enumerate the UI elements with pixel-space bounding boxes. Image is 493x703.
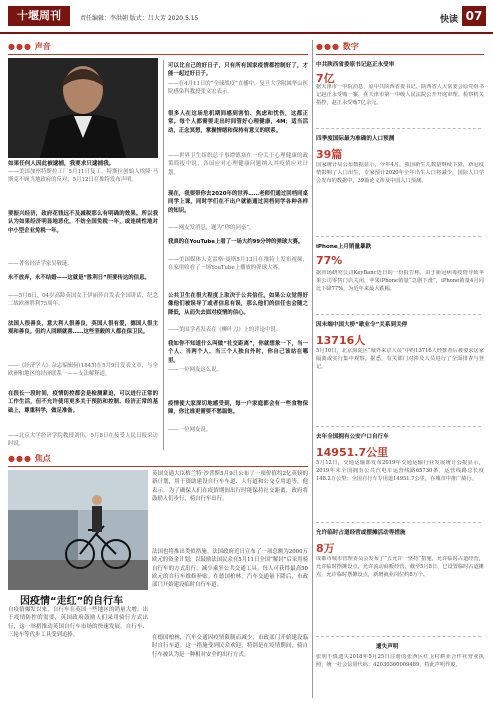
section-rule [8,54,308,55]
number-body: 据天津市一中院消息，原中共陕西省委书记、陕西省人大常委会原党组书记赵正永受贿一案，在天津市第一中级人民法院公开开庭审理。检察机关指控，赵正永受贿7亿余元。 [316,84,484,106]
section-header-voices: ●●● 声音 [8,42,51,51]
notice-body: 张明不慎遗失2018年5月25日注册的张西区红卫村耕业合作社营业执照，统一社会信用代码：42030360009489，特此声明作废。 [316,654,484,668]
notice-title: 遗失声明 [376,644,399,650]
quote-item: 疫情使大家深切地感受到，每一户家庭都会有一些食物保障，你比谁更需要不愁温饱。 [168,401,308,416]
quote-item: 在很长一段时间，疫情防控都会是检测紧迫，可以进行正常的工作生活，但不允许使用更多关于预防和控制、经济正常的基础上，尊重科学，做足准备。 [8,391,158,414]
section-rule [316,54,484,55]
section-rule [8,466,308,467]
number-value: 7亿 [316,72,335,85]
quote-source: ——一位网友说。 [168,427,212,433]
number-value: 13716人 [316,334,366,347]
quote-source: ——一位网友这么说。 [168,367,222,373]
focus-text: 英国交通大臣格兰特·沙普斯5月9日公布了一项价值约2亿英镑的新计划，用于资助建设自行车车道、人行道和公交专用道等。他表示，为了确保人们在疫情期间出行时能保持社交距离，政府将鼓励人们步行、骑自行车出行。 [152,471,308,502]
quote-source: ——美国加州特斯拉工厂5月11日复工，特斯拉创始人埃隆·马斯克不顾当地政府的反对，5月12日在推特发布声明。 [8,169,158,184]
quote-source: ——北京大学经济学院教授刘伟，5月8日在接受人民日报采访时说。 [8,433,158,448]
divider [316,236,481,237]
number-body: 成都市城市管理委员会发布了“五允许一坚持”措施，允许临时占道经营，允许临时摆摊设点，允许流动商贩经营，截至5月8日，已设置临时占道摊点，允许临时摆摊设点，新增就业岗位约8万个。 [316,556,484,578]
bicycle-photo [8,470,148,590]
quote-source: ——著名经济学家吴敬琏。 [8,261,73,267]
quote-source: ——在4月11日的“全球战疫”直播中，复旦大学附属华山医院感染科教授张文宏表示。 [168,81,308,96]
number-value: 77% [316,254,343,267]
edition-info: 责任编辑：李洪朝 版式：吕大芳 2020.5.15 [80,15,199,22]
quote-source: ——5月8日，04岁高龄英国女王伊丽莎白发表全国讲话，纪念二战欧洲胜利75周年。 [8,293,158,308]
number-value: 8万 [316,542,335,555]
quote-caption: 如果任何人因此被逮捕，我要求只逮捕我。 [8,161,115,167]
quote-item: 我如你不知道什么叫做“社交距离”，你就想象一下，当一个人、当两个人、当三个人独自外时，你自己该站在哪里。 [168,341,308,364]
number-headline: iPhone上月销量暴跌 [316,244,372,250]
number-value: 39篇 [316,148,343,161]
dots-icon: ●●● [8,42,32,51]
quote-source: ——《经济学人》杂志编辑何(1845)在5月9日发表文章，与全欧洲和地区的经济联系一——支法解释道。 [8,363,158,378]
quote-item: 永不放弃，永不结婚——这就是“胜利日”所要传达的信息。 [8,275,150,281]
section-header-numbers: ●●● 数字 [316,42,359,51]
divider [316,426,481,427]
number-body: 国家统计局公布数据显示，今年4月，我国新生儿数量继续下降，新冠疫情影响了人口出生，专家预计2020年全年出生人口将减少。国际人口学会发布的数据中，39篇论文涉及中国人口预测。 [316,162,484,184]
number-headline: 因末端中国大桥“歇业令”关系到关停 [316,322,408,328]
quote-source: ——美国学者发表在《柳叶刀》上的评论中说。 [168,327,282,333]
quote-item: 公共卫生在很大程度上取决于公共信任。如果公众觉得好像他们被误导了或者信息有误，那么他们的信任也会随之降低，从而失去面对疫情的信心。 [168,293,308,316]
divider [316,636,481,637]
number-body: 据市场研究公司KeyBanc近日的一份报告称，由于新冠病毒疫情导致苹果公司零售门店关闭，苹果iPhone销量“急剧下滑”，iPhone销量4月同比下降77%，为近年来最大跌幅。 [316,270,484,292]
quote-source: ——美国媒体人克雷格·曼斯5月13日在推特上发布视频，在家里收看了一场YouTube上播放的弹球大赛。 [168,257,308,272]
divider [316,128,481,129]
quote-source: ——世界卫生组织总干事谭德塞在一份关于心理健康的政策简报中说，各国应对心理健康问题纳入其疫情应对计划。 [168,153,308,176]
column-divider [312,40,313,698]
quote-item: 很多人在这场危机期间感到害怕、焦虑和忧伤，这都正常。每个人都需要走出时间管好心理健康，4M；适当活动，正念冥想，掌握情绪和保持有意义的联系。 [168,111,308,134]
divider [316,522,481,523]
column-divider [163,60,164,450]
quote-item: 可以比自己的好日子，只有所有国家疫情都控制好了，才能一起过好日子。 [168,63,308,78]
number-headline: 中共陕西省委原书记赵正永受审 [316,62,395,68]
focus-text: 自疫情爆发以来，自行车在英国一些地区的销量大增。出于疫情防控的需要，英国政府鼓励人们采用骑行方式出行，这一举措推动英国自行车市场的快速发展。自行车、三轮车等代步工具受到追捧。 [8,607,148,638]
newspaper-logo: 十堰周刊 [8,6,70,26]
number-headline: 去年全国拥有公安户口自行车 [316,434,389,440]
number-body: 5月10日，北京海淀区“城外来京人员”中约13716人经排查后被要求居家隔离或实行集中观察。据悉，有关部门对涉及人员进行了全面排查与登记。 [316,348,484,370]
section-header-focus: ●●● 焦点 [8,454,51,463]
focus-text: 法国也将推出类似措施。法国政府近日宣布了一项总额为2000万欧元的资金计划，以鼓励法国民众在5月11日全国“解封”后采用骑自行车的方式出行，减少乘坐公共交通工具。每人可获得最高50欧元的自行车维修补贴。在德国柏林，汽车交通量下降后，市政部门开始建设临时自行车道。 [152,549,308,589]
quote-item: 我真的在YouTube上看了一场大约99分钟的弹球大赛。 [168,239,304,245]
dots-icon: ●●● [8,454,32,463]
focus-title: 因疫情“走红”的自行车 [20,596,124,607]
number-body: 5月12日，交通运输部发布2019年交通运输行业发展统计公报显示，2019年末全国拥有公共汽电车运营线路65730条，运营线路总长度148.2万公里；全国自行车专用道14951.7公里，在城市中推广骑行。 [316,460,484,482]
bicycle-icon [8,470,148,590]
quote-item: 法国人很善良，意大利人很善良，英国人很有爱，德国人很主观和善良。但约人回顾就喜……这些坚毅的人都在保卫民。 [8,321,158,336]
section-name: 快读 [440,15,459,25]
quote-item: 现在，我要带你去2020年的世界……老师们通过回档同桌同学上课，同时学们在不出户就能通过回档同学各种各样的知识。 [168,191,308,214]
number-headline: 允许临时占道经营或摆摊活动等措施 [316,530,406,536]
quote-source: ——网友发消息，题为“你的同桌”。 [168,225,255,231]
number-value: 14951.7公里 [316,446,389,459]
page-header [0,0,493,34]
number-headline: 四季度国际最为准确的人口预测 [316,136,395,142]
quote-item: 要振兴经济，政府花钱远不及减税那么有明确的效果。所以我认为如果经济明显地恶化，不妨全国免税一年，或连续性地对中小型企业免税一年。 [8,211,158,234]
focus-text: 在德国柏林，汽车交通因疫情限制而减少，市政部门开始建设临时自行车道。这一措施受到民众欢迎，特别是在疫情期间，骑自行车被认为是一种相对安全的出行方式。 [152,635,308,658]
divider [316,314,481,315]
portrait-photo [8,58,158,158]
portrait-icon [8,58,158,158]
dots-icon: ●●● [316,42,340,51]
page-number: 07 [462,6,486,26]
